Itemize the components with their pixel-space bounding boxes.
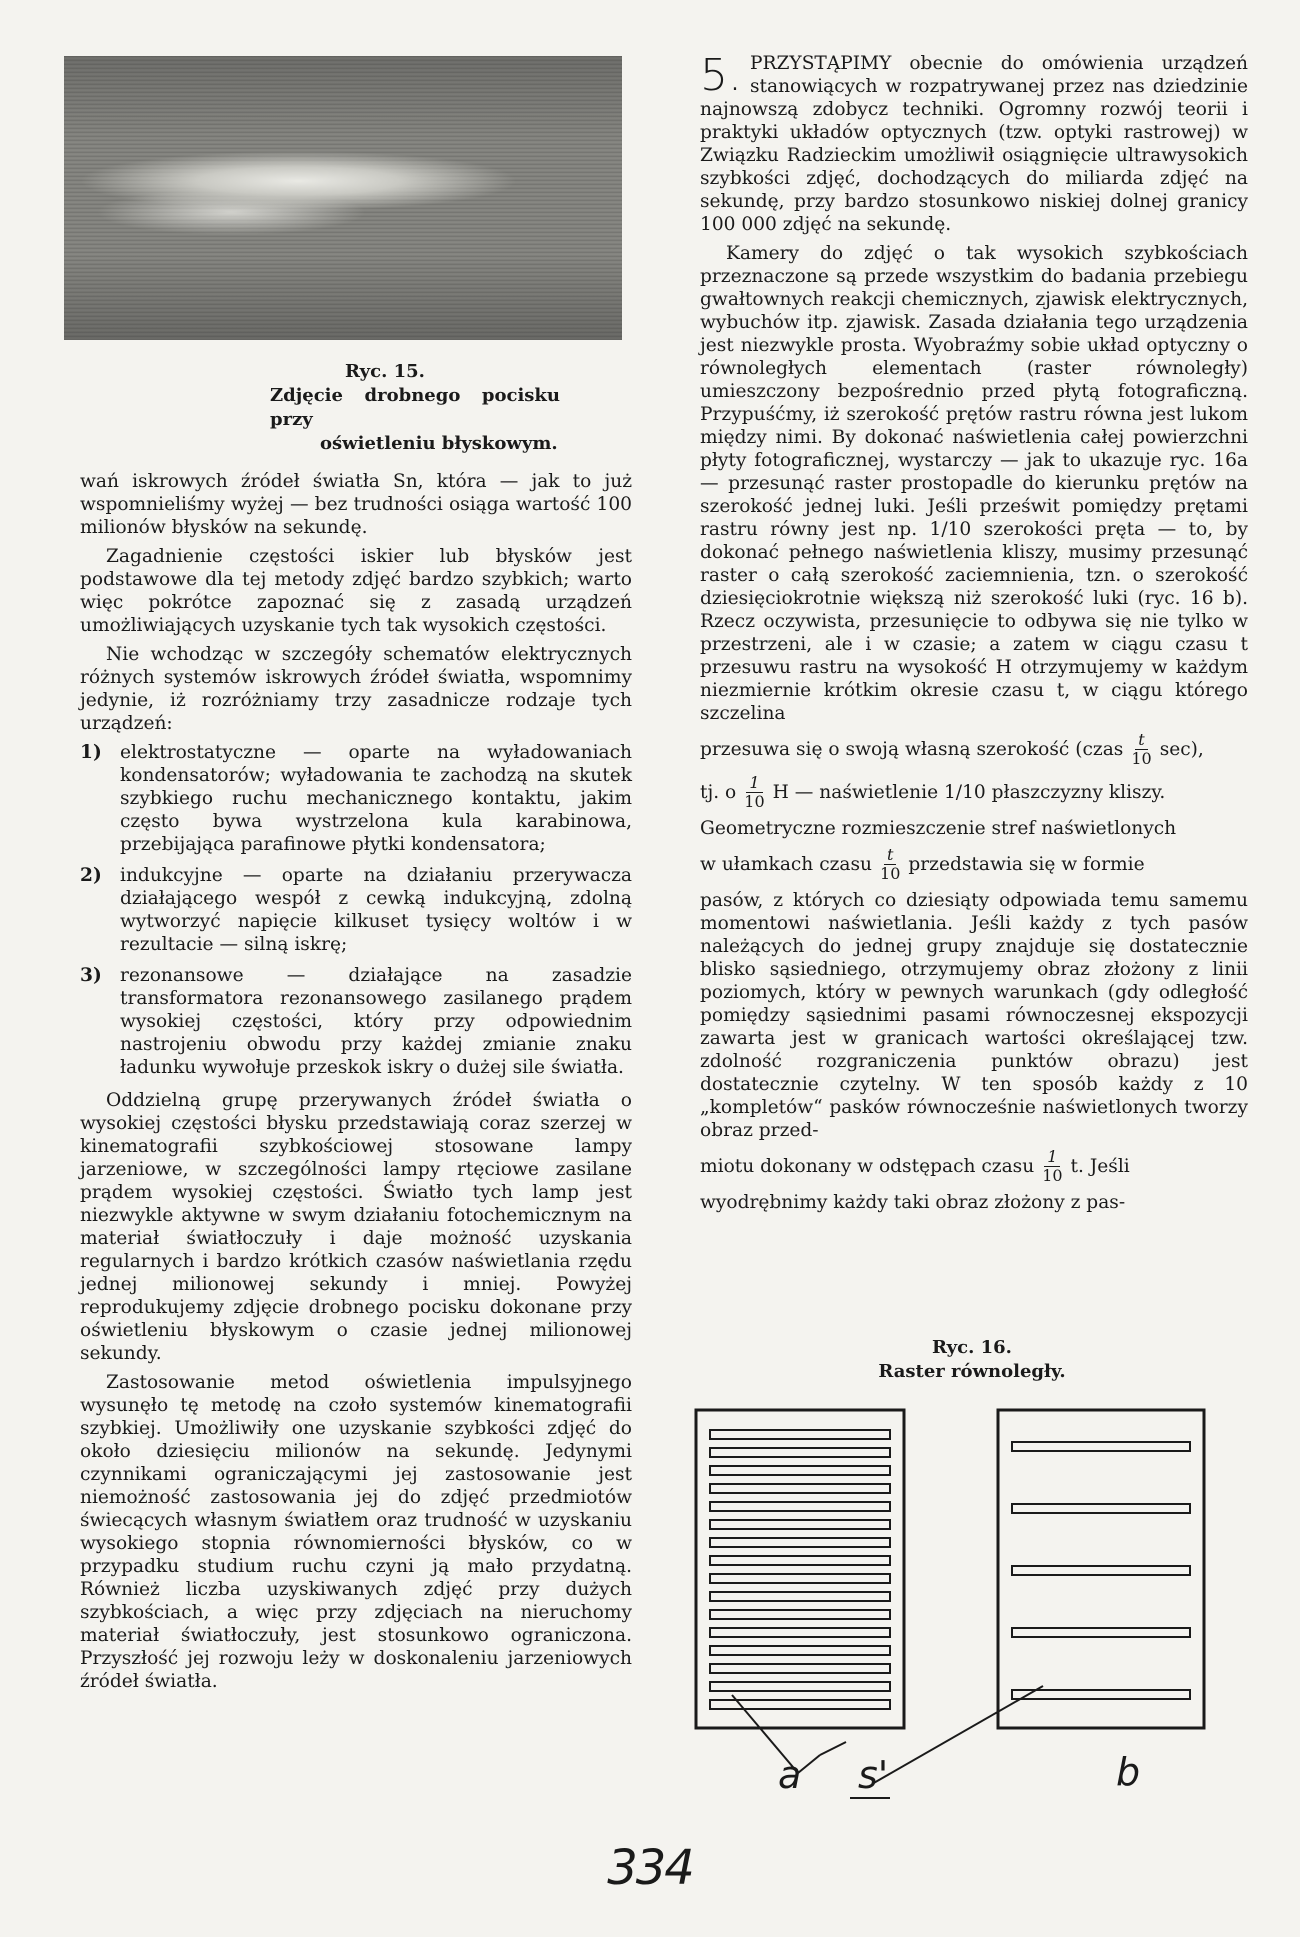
raster-frame-b: [998, 1410, 1204, 1728]
fraction-1-over-10: [742, 774, 766, 811]
left-paragraph-2: Zagadnienie częstości iskier lub błysków jest podstawowe dla tej metody zdjęć bardzo szybkich; warto więc pokrótce zapoznać się z zasadą urządzeń umożliwiających uzyskanie tych tak wysokich częstości.: [80, 546, 632, 636]
formula-2-after: H — naświetlenie 1/10 płaszczyzny kliszy.: [772, 782, 1166, 803]
raster-bar: [710, 1646, 890, 1655]
fig15-photo: [64, 56, 622, 340]
raster-bar: [710, 1538, 890, 1547]
formula-1-before: przesuwa się o swoją własną szerokość (czas: [700, 739, 1124, 760]
pointer-line-mid: [820, 1742, 846, 1755]
pointer-line-right: [872, 1686, 1043, 1784]
formula-5-after: t. Jeśli: [1070, 1156, 1130, 1177]
right-paragraph-3: pasów, z których co dziesiąty odpowiada temu samemu momentowi naświetlania. Jeśli każdy z tych pasów należących do jednej grupy znajduje się dostatecznie blisko sąsiedniego, otrzymujemy obraz złożony z linii poziomych, który w pewnych warunkach (gdy odległość pomiędzy sąsiednimi pasami równoczesnej ekspozycji zawarta jest w granicach wartości określającej tzw. zdolność rozgraniczenia punktów obrazu) jest dostatecznie czytelny. W ten sposób każdy z 10 „kompletów“ pasków równocześnie naświetlonych tworzy obraz przed-: [700, 890, 1248, 1141]
formula-line-4: [700, 846, 1248, 883]
fig15-caption-number: Ryc. 15.: [345, 361, 425, 382]
right-paragraph-1: [700, 52, 1248, 236]
formula-4-after: przedstawia się w formie: [908, 854, 1145, 875]
left-paragraph-3: Nie wchodząc w szczegóły schematów elektrycznych różnych systemów iskrowych źródeł światła, wspomnimy jedynie, iż rozróżniamy trzy zasadnicze rodzaje tych urządzeń:: [80, 644, 632, 734]
fraction-denominator: 10: [744, 792, 765, 811]
list-item-number: 1): [80, 742, 102, 763]
left-column: [80, 470, 632, 1699]
raster-bar: [1012, 1628, 1190, 1637]
raster-bar: [710, 1664, 890, 1673]
formula-2-before: tj. o: [700, 782, 737, 803]
right-paragraph-4: wyodrębnimy każdy taki obraz złożony z pas-: [700, 1192, 1126, 1213]
formula-3-text: Geometryczne rozmieszczenie stref naświetlonych: [700, 818, 1177, 839]
raster-bar: [710, 1502, 890, 1511]
list-item-number: 2): [80, 865, 102, 886]
list-item-text: rezonansowe — działające na zasadzie transformatora rezonansowego zasilanego prądem wysokiej częstości, który przy odpowiednim nastrojeniu obwodu przy każdej zmianie znaku ładunku wywołuje przeskok iskry o dużej sile światła.: [120, 965, 632, 1078]
fraction-denominator: 10: [1131, 749, 1152, 768]
formula-5-before: miotu dokonany w odstępach czasu: [700, 1156, 1035, 1177]
raster-bar: [710, 1592, 890, 1601]
raster-bar: [710, 1682, 890, 1691]
raster-bar: [1012, 1566, 1190, 1575]
formula-1-after: sec),: [1159, 739, 1204, 760]
raster-bar: [710, 1484, 890, 1493]
left-paragraph-5: Zastosowanie metod oświetlenia impulsyjnego wysunęło tę metodę na czoło systemów kinematografii szybkiej. Umożliwiły one uzyskanie szybkości zdjęć do około dziesięciu milionów na sekundę. Jedynymi czynnikami ograniczającymi jej zastosowanie jest niemożność zastosowania jej do zdjęć przedmiotów świecących własnym światłem oraz trudność w uzyskaniu wysokiego stopnia równomierności błysków, co w przypadku studium ruchu czyni ją mało przydatną. Również liczba uzyskiwanych zdjęć przy dużych szybkościach, a więc przy zdjęciach na nieruchomy materiał światłoczuły, jest stosunkowo ograniczona. Przyszłość jej rozwoju leży w doskonaleniu jarzeniowych źródeł światła.: [80, 1372, 632, 1692]
label-s: s': [858, 1753, 889, 1797]
left-paragraph-1: wań iskrowych źródeł światła Sn, która — jak to już wspomnieliśmy wyżej — bez trudności osiąga wartość 100 milionów błysków na sekundę.: [80, 471, 632, 538]
raster-bar: [710, 1610, 890, 1619]
raster-bars-b: [1012, 1442, 1190, 1699]
fig15-caption-line2: oświetleniu błyskowym.: [320, 433, 558, 454]
fig16-caption-title: Raster równoległy.: [878, 1361, 1066, 1382]
raster-frame-a: [696, 1410, 904, 1728]
fig15-caption-line1: Zdjęcie drobnego pocisku przy: [270, 385, 560, 430]
list-item: [80, 741, 632, 856]
fraction-numerator: 1: [746, 774, 762, 793]
right-column: [700, 52, 1248, 1220]
left-paragraph-4: Oddzielną grupę przerywanych źródeł światła o wysokiej częstości błysku przedstawiają coraz szerzej w kinematografii szybkościowej stosowane lampy jarzeniowe, w szczególności lampy rtęciowe zasilane prądem wysokiej częstości. Światło tych lamp jest niezwykle aktywne w swym działaniu fotochemicznym na materiał światłoczuły i daje możność uzyskania regularnych i bardzo krótkich czasów naświetlania rzędu jednej milionowej sekundy i mniej. Powyżej reprodukujemy zdjęcie drobnego pocisku dokonane przy oświetleniu błyskowym o czasie jednej milionowej sekundy.: [80, 1090, 632, 1364]
photo-shading: [64, 56, 622, 340]
fig15-caption: [270, 360, 560, 456]
raster-bar: [710, 1628, 890, 1637]
raster-bar: [710, 1556, 890, 1565]
formula-4-before: w ułamkach czasu: [700, 854, 873, 875]
formula-line-5: [700, 1148, 1248, 1185]
fraction-1-over-10: [1040, 1148, 1064, 1185]
raster-bar: [710, 1520, 890, 1529]
fraction-t-over-10: [878, 846, 902, 883]
raster-bar: [1012, 1504, 1190, 1513]
formula-line-1: [700, 731, 1248, 768]
page-number: 334: [607, 1840, 693, 1896]
fig16-caption: [862, 1336, 1082, 1384]
fraction-numerator: t: [884, 846, 896, 865]
list-item: [80, 864, 632, 956]
formula-line-3: [700, 817, 1248, 840]
fraction-numerator: t: [1135, 731, 1147, 750]
raster-bar: [1012, 1442, 1190, 1451]
fraction-denominator: 10: [880, 864, 901, 883]
list-item: [80, 964, 632, 1079]
formula-line-2: [700, 774, 1248, 811]
fraction-numerator: 1: [1044, 1148, 1060, 1167]
raster-bar: [710, 1448, 890, 1457]
raster-diagram: [660, 1400, 1260, 1820]
fraction-denominator: 10: [1042, 1166, 1063, 1185]
fraction-t-over-10: [1129, 731, 1153, 768]
raster-bar: [710, 1430, 890, 1439]
raster-bar: [1012, 1690, 1190, 1699]
label-b: b: [1116, 1750, 1141, 1794]
device-types-list: [80, 741, 632, 1079]
section-number: 5.: [700, 50, 742, 101]
list-item-number: 3): [80, 965, 102, 986]
label-a: a: [778, 1753, 802, 1797]
raster-bar: [710, 1466, 890, 1475]
fig16-caption-number: Ryc. 16.: [932, 1337, 1012, 1358]
right-paragraph-2: Kamery do zdjęć o tak wysokich szybkościach przeznaczone są przede wszystkim do badania przebiegu gwałtownych reakcji chemicznych, zjawisk elektrycznych, wybuchów itp. zjawisk. Zasada działania tego urządzenia jest niezwykle prosta. Wyobraźmy sobie układ optyczny o równoległych elementach (raster równoległy) umieszczony bezpośrednio przed płytą fotograficzną. Przypuśćmy, iż szerokość prętów rastru równa jest lukom między nimi. By dokonać naświetlenia całej powierzchni płyty fotograficznej, wystarczy — jak to ukazuje ryc. 16a — przesunąć raster prostopadle do kierunku prętów na szerokość jednej luki. Jeśli prześwit pomiędzy prętami rastru równy jest np. 1/10 szerokości pręta — to, by dokonać pełnego naświetlenia kliszy, musimy przesunąć raster o całą szerokość zaciemnienia, tzn. o szerokość dziesięciokrotnie większą niż szerokość luki (ryc. 16 b). Rzecz oczywista, przesunięcie to odbywa się nie tylko w przestrzeni, ale i w czasie; a zatem w ciągu czasu t przesuwu rastru na wysokość H otrzymujemy w każdym niezmiernie krótkim okresie czasu t, w ciągu którego szczelina: [700, 243, 1248, 724]
raster-bars-a: [710, 1430, 890, 1709]
list-item-text: indukcyjne — oparte na działaniu przerywacza działającego wespół z cewką indukcyjną, zdolną wytworzyć napięcie kilkuset tysięcy woltów i w rezultacie — silną iskrę;: [120, 865, 632, 955]
list-item-text: elektrostatyczne — oparte na wyładowaniach kondensatorów; wyładowania te zachodzą na skutek szybkiego ruchu mechanicznego kontaktu, jakim często bywa wystrzelona kula karabinowa, przebijająca parafinowe płytki kondensatora;: [120, 742, 632, 855]
right-paragraph-1-text: PRZYSTĄPIMY obecnie do omówienia urządzeń stanowiących w rozpatrywanej przez nas dziedzinie najnowszą zdobycz techniki. Ogromny rozwój teorii i praktyki układów optycznych (tzw. optyki rastrowej) w Związku Radzieckim umożliwił osiągnięcie ultrawysokich szybkości zdjęć, dochodzących do miliarda zdjęć na sekundę, przy bardzo stosunkowo niskiej dolnej granicy 100 000 zdjęć na sekundę.: [700, 53, 1248, 235]
raster-bar: [710, 1574, 890, 1583]
